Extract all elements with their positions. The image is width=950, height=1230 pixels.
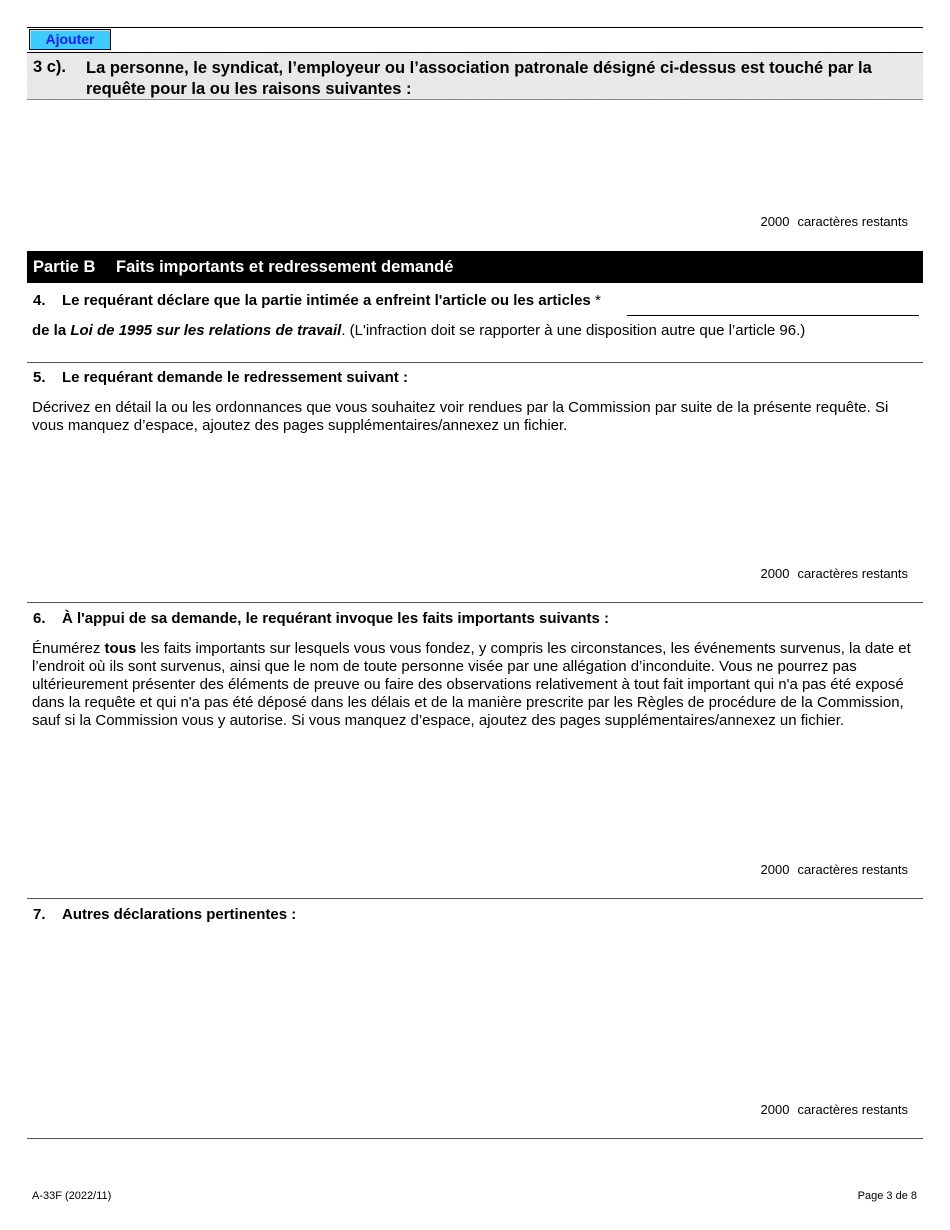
page-number: Page 3 de 8 [857,1190,917,1202]
q5-heading [33,369,408,386]
q6-instr-prefix: Énumérez [32,640,105,657]
q7-char-counter [761,1102,908,1117]
q5-number: 5. [33,369,46,386]
section-3c-number: 3 c). [33,58,67,76]
q4-divider [27,362,923,363]
part-b-header [27,251,923,283]
chars-label: caractères restants [797,214,908,229]
q6-textarea[interactable] [27,756,923,856]
chars-count: 2000 [760,862,790,877]
q6-divider [27,898,923,899]
q7-textarea[interactable] [27,930,923,1095]
articles-input[interactable] [627,293,919,316]
q5-textarea[interactable] [27,440,923,560]
q6-heading [33,610,609,627]
q4-law-name: Loi de 1995 sur les relations de travail [70,322,342,339]
chars-count: 2000 [760,1102,790,1117]
q4-number: 4. [33,292,46,309]
add-button[interactable]: Ajouter [29,29,111,50]
q4-line2-prefix: de la [32,322,71,339]
q4-text: Le requérant déclare que la partie intimée a enfreint l'article ou les articles [62,292,591,309]
q5-instructions: Décrivez en détail la ou les ordonnances que vous souhaitez voir rendues par la Commission par suite de la présente requête. Si vous manquez d’espace, ajoutez des pages supplémentaires/annexez un fichier. [32,399,889,434]
form-code: A-33F (2022/11) [32,1190,112,1202]
part-b-label: Partie B [33,258,96,276]
q5-char-counter [761,566,908,581]
q6-number: 6. [33,610,46,627]
q7-divider [27,1138,923,1139]
q5-text: Le requérant demande le redressement suivant : [62,369,408,386]
section-3c-textarea[interactable] [27,104,923,210]
section-3c-header [27,53,923,100]
section-3c-text: La personne, le syndicat, l’employeur ou l’association patronale désigné ci-dessus est touché par la requête pour la ou les raisons suivantes : [86,59,872,98]
q7-text: Autres déclarations pertinentes : [62,906,297,923]
chars-count: 2000 [760,566,790,581]
chars-label: caractères restants [797,862,908,877]
q6-text: À l'appui de sa demande, le requérant invoque les faits importants suivants : [62,610,610,627]
q6-instr-rest: les faits importants sur lesquels vous vous fondez, y compris les circonstances, les événements survenus, la date et l’endroit où ils sont survenus, ainsi que le nom de toute personne visée par une allégation d’inconduite. Vous ne pourrez pas ultérieurement présenter des éléments de preuve ou faire des observations relativement à tout fait important qui n'a pas été exposé dans la requête et qui n'a pas été déposé dans les délais et de la manière prescrite par les Règles de procédure de la Commission, sauf si la Commission vous y autorise. Si vous manquez d’espace, ajoutez des pages supplémentaires/annexez un fichier. [32,640,911,729]
q5-divider [27,602,923,603]
q7-heading [33,906,296,923]
q6-instr-bold: tous [104,640,137,657]
q4-heading [33,292,601,309]
q4-law-line [32,322,922,340]
section-3c-char-counter [761,214,908,229]
top-divider [27,27,923,28]
required-mark: * [594,292,601,309]
chars-label: caractères restants [797,1102,908,1117]
q6-char-counter [761,862,908,877]
part-b-title: Faits importants et redressement demandé [116,258,454,276]
q4-line2-suffix: . (L'infraction doit se rapporter à une disposition autre que l’article 96.) [341,322,806,339]
chars-count: 2000 [760,214,790,229]
q7-number: 7. [33,906,46,923]
chars-label: caractères restants [797,566,908,581]
q6-instructions [32,640,922,730]
